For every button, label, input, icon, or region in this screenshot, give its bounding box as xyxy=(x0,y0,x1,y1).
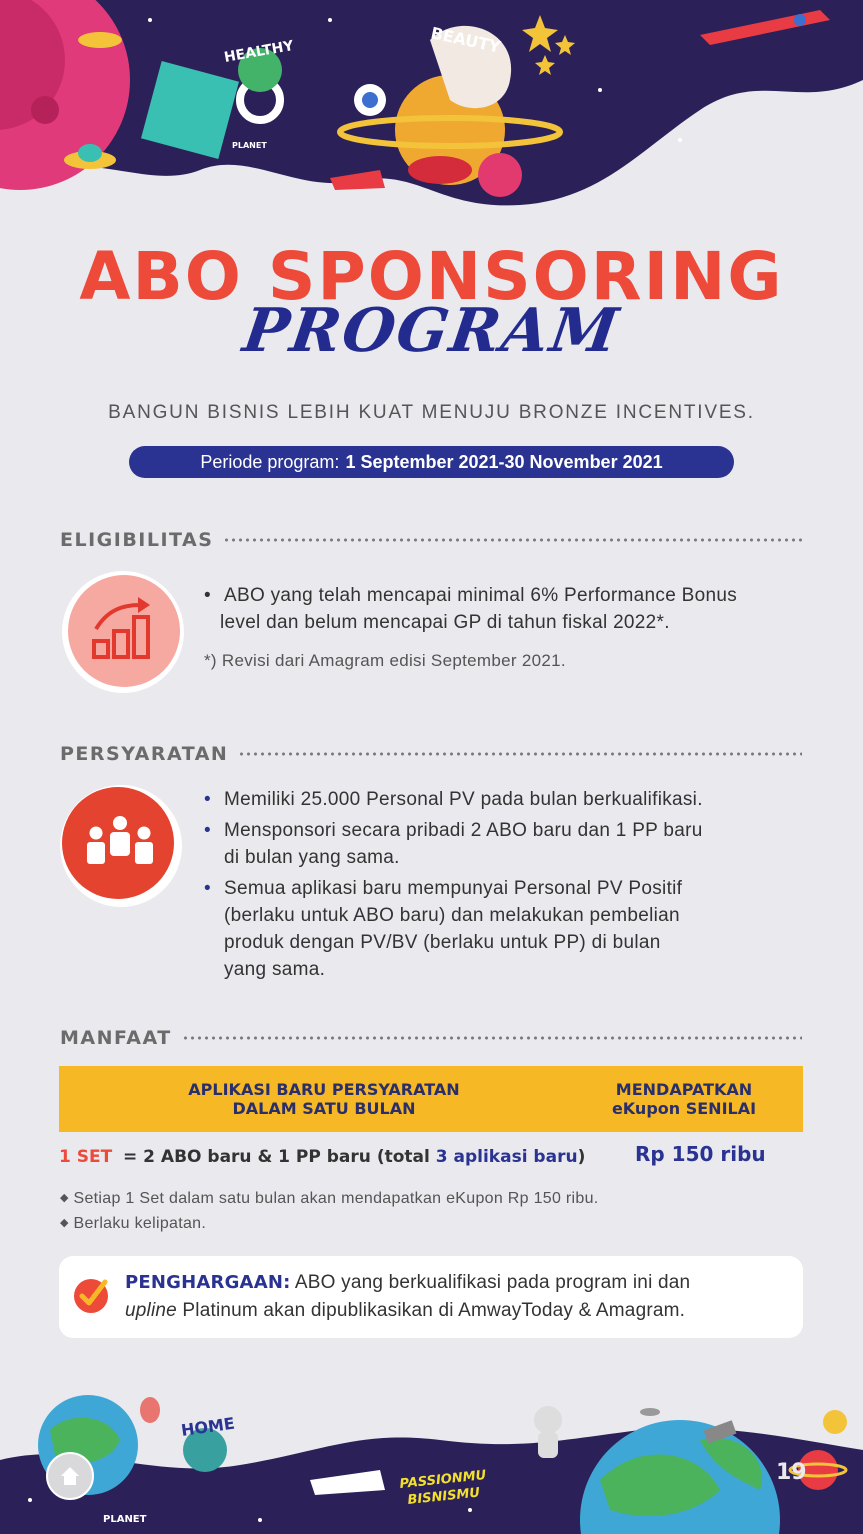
top-decorative-banner xyxy=(0,0,863,230)
requirement-item-text: Semua aplikasi baru mempunyai Personal PV Positif xyxy=(224,878,683,899)
home-button[interactable] xyxy=(46,1452,94,1500)
home-icon xyxy=(58,1464,82,1488)
period-label: Periode program: xyxy=(200,451,340,472)
brand-label-2: BISNISMU xyxy=(406,1485,481,1508)
col-header-reward-line2: eKupon SENILAI xyxy=(611,1099,757,1118)
col-header-reward xyxy=(599,1080,769,1118)
eligibility-note: *) Revisi dari Amagram edisi September 2021. xyxy=(204,651,566,670)
requirement-item-text: yang sama. xyxy=(224,959,326,980)
growth-chart-icon xyxy=(88,595,160,667)
brand-label-1: PASSIONMU xyxy=(398,1467,487,1492)
page-title-script: PROGRAM xyxy=(238,296,625,366)
requirement-item: • Semua aplikasi baru mempunyai Personal PV Positif xyxy=(204,875,804,902)
set-description-text: = 2 ABO baru & 1 PP baru (total xyxy=(123,1147,430,1167)
requirements-heading-text: PERSYARATAN xyxy=(60,743,229,765)
award-text-line1: ABO yang berkualifikasi pada program ini dan xyxy=(294,1272,691,1293)
benefits-note-item: ◆ Setiap 1 Set dalam satu bulan akan mendapatkan eKupon Rp 150 ribu. xyxy=(60,1190,599,1207)
col-header-requirements-line2: DALAM SATU BULAN xyxy=(232,1099,416,1118)
set-description-close: ) xyxy=(577,1147,586,1167)
eligibility-heading-text: ELIGIBILITAS xyxy=(60,529,214,551)
planet-label-top: PLANET xyxy=(232,141,267,150)
bottom-decorative-banner xyxy=(0,1370,863,1534)
beauty-label: BEAUTY xyxy=(429,23,503,57)
requirement-item: • Memiliki 25.000 Personal PV pada bulan berkualifikasi. xyxy=(204,786,804,813)
set-label: 1 SET xyxy=(59,1147,113,1167)
balloon-icon xyxy=(140,1397,160,1423)
benefits-note-text: Setiap 1 Set dalam satu bulan akan mendapatkan eKupon Rp 150 ribu. xyxy=(73,1190,599,1207)
requirement-item-text: Mensponsori secara pribadi 2 ABO baru dan 1 PP baru xyxy=(224,820,703,841)
award-text xyxy=(125,1269,795,1325)
program-period-badge xyxy=(129,446,734,478)
planet-art-label: PLANET xyxy=(103,1514,147,1525)
col-header-requirements-line1: APLIKASI BARU PERSYARATAN xyxy=(188,1080,460,1099)
eligibility-heading xyxy=(60,529,802,551)
award-text-line2: Platinum akan dipublikasikan di AmwayToday & Amagram. xyxy=(182,1300,686,1321)
eligibility-bullet-line2: level dan belum mencapai GP di tahun fiskal 2022*. xyxy=(220,612,670,633)
tagline: BANGUN BISNIS LEBIH KUAT MENUJU BRONZE INCENTIVES. xyxy=(108,402,755,423)
col-header-reward-line1: MENDAPATKAN xyxy=(615,1080,753,1099)
benefits-heading-text: MANFAAT xyxy=(60,1027,172,1049)
requirement-item-text: produk dengan PV/BV (berlaku untuk PP) di bulan xyxy=(224,932,661,953)
requirement-item-text: (berlaku untuk ABO baru) dan melakukan pembelian xyxy=(224,905,680,926)
dotted-divider xyxy=(238,752,802,756)
requirements-icon-frame xyxy=(60,785,182,907)
set-description xyxy=(123,1147,585,1167)
benefits-heading xyxy=(60,1027,802,1049)
benefits-table-row xyxy=(59,1144,803,1174)
requirements-icon-bg xyxy=(62,787,174,899)
reward-value: Rp 150 ribu xyxy=(635,1142,766,1166)
period-value: 1 September 2021-30 November 2021 xyxy=(345,451,663,472)
award-text-italic: upline xyxy=(125,1300,177,1321)
col-header-requirements xyxy=(119,1080,529,1118)
eligibility-icon-frame xyxy=(62,571,184,693)
lips-icon xyxy=(408,156,472,184)
benefits-note-item: ◆ Berlaku kelipatan. xyxy=(60,1215,207,1232)
ufo-icon xyxy=(640,1408,660,1416)
award-box xyxy=(59,1256,803,1338)
eligibility-icon-bg xyxy=(68,575,180,687)
benefits-notes xyxy=(60,1186,599,1236)
page-title: ABO SPONSORING xyxy=(79,238,784,315)
award-label: PENGHARGAAN: xyxy=(125,1272,291,1293)
eligibility-bullet-line1: ABO yang telah mencapai minimal 6% Performance Bonus xyxy=(224,585,738,606)
dotted-divider xyxy=(223,538,802,542)
astronaut-icon xyxy=(534,1406,562,1434)
requirement-item-text: Memiliki 25.000 Personal PV pada bulan berkualifikasi. xyxy=(224,789,703,810)
checkmark-badge-icon xyxy=(71,1274,113,1316)
dotted-divider xyxy=(182,1036,802,1040)
healthy-label: HEALTHY xyxy=(222,38,295,66)
eye-icon xyxy=(362,92,378,108)
ufo-icon xyxy=(78,32,122,48)
benefits-table-header xyxy=(59,1066,803,1132)
requirements-list xyxy=(204,786,804,983)
page-number: 19 xyxy=(776,1460,807,1485)
sun-icon xyxy=(823,1410,847,1434)
requirement-item: • Mensponsori secara pribadi 2 ABO baru dan 1 PP baru xyxy=(204,817,804,844)
people-group-icon xyxy=(82,815,158,871)
benefits-note-text: Berlaku kelipatan. xyxy=(73,1215,207,1232)
set-highlight: 3 aplikasi baru xyxy=(435,1147,578,1167)
requirement-item-text: di bulan yang sama. xyxy=(224,847,400,868)
eligibility-criteria: • ABO yang telah mencapai minimal 6% Performance Bonus level dan belum mencapai GP di tahun fiskal 2022*. xyxy=(204,582,814,636)
requirements-heading xyxy=(60,743,802,765)
home-art-label: HOME xyxy=(179,1413,236,1440)
